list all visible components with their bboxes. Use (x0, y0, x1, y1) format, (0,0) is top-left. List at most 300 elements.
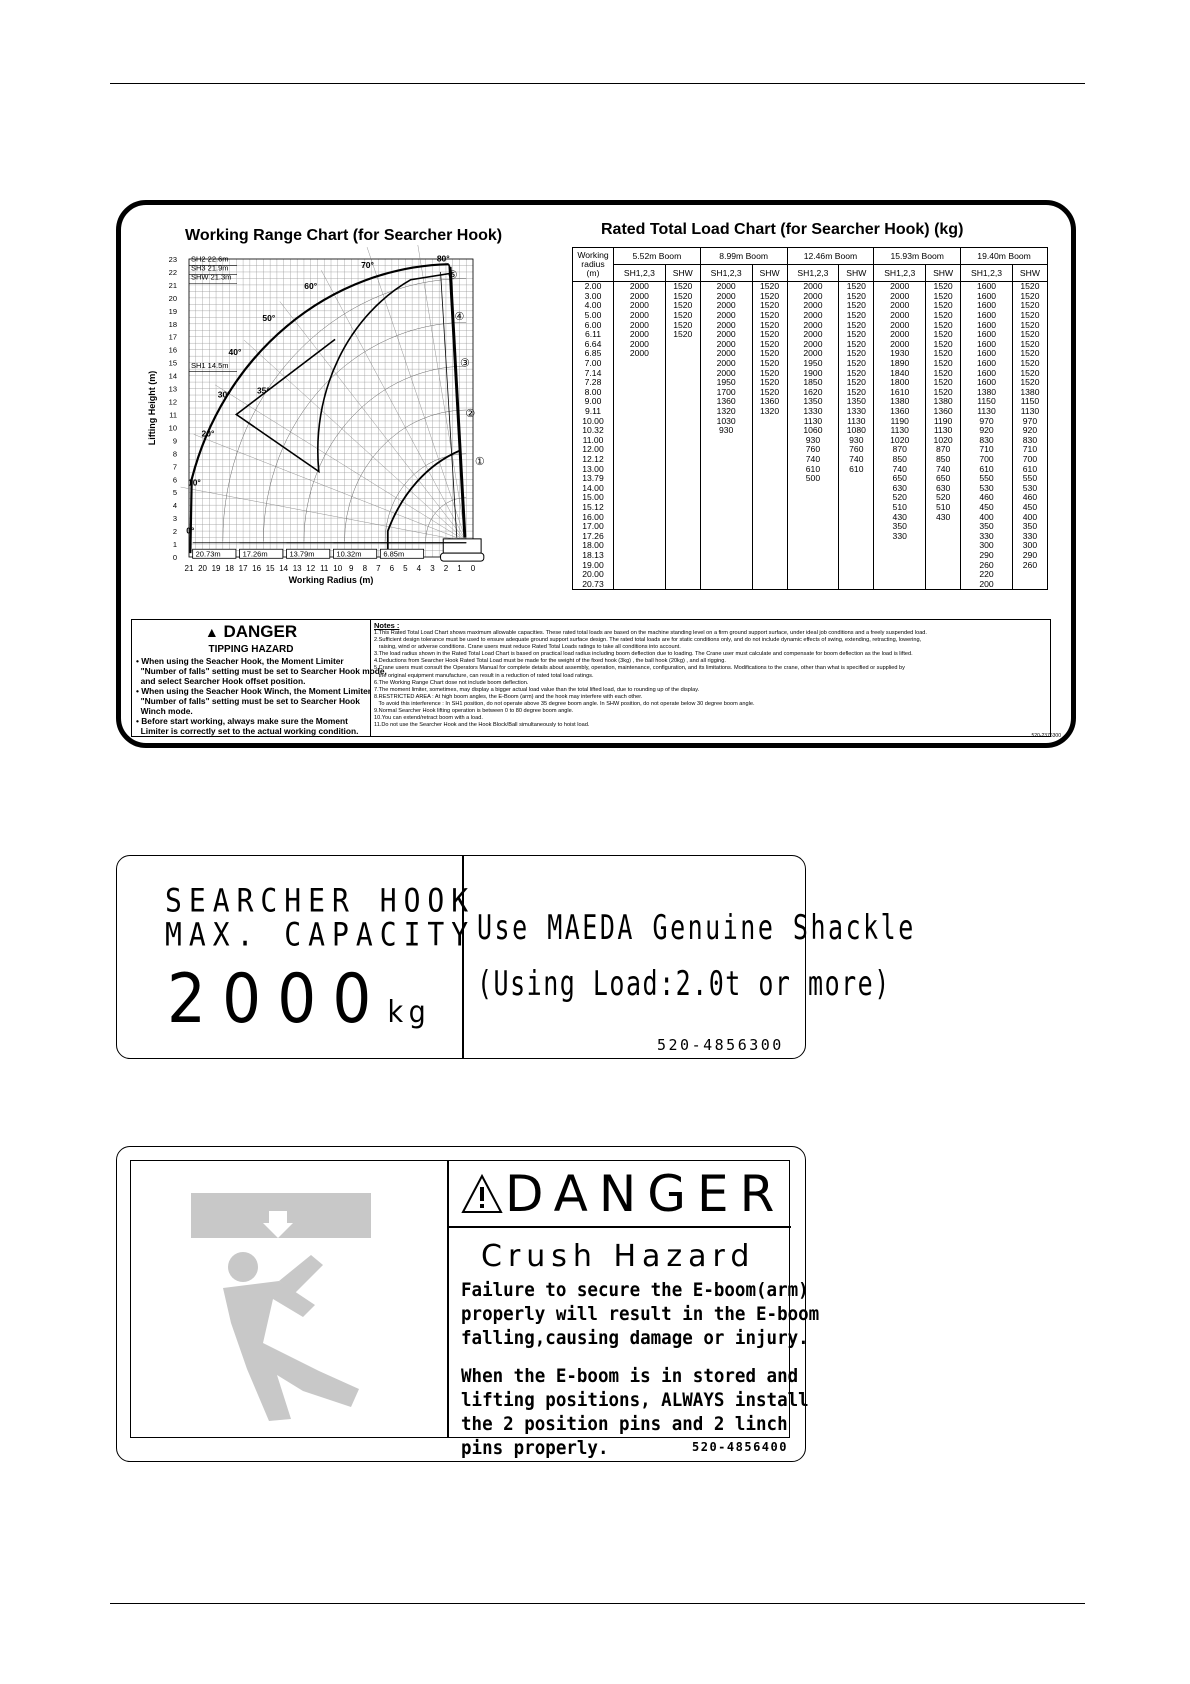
load-cell: 2000 (700, 330, 752, 340)
crush-line: When the E-boom is in stored and (461, 1366, 799, 1388)
load-cell (752, 570, 787, 580)
load-cell: 2000 (874, 292, 926, 302)
load-cell (1012, 579, 1047, 589)
load-cell (700, 493, 752, 503)
radius-cell: 17.26 (573, 531, 614, 541)
note-item: 11.Do not use the Searcher Hook and the Hook Block/Ball simultaneously to hoist load. (374, 722, 590, 729)
load-cell (665, 359, 700, 369)
note-item: 4.Deductions from Searcher Hook Rated Total Load must be made for the weight of the fixed hook (3kg) , the ball hook (20kg) , and all rigging. (374, 658, 726, 665)
radius-cell: 15.12 (573, 503, 614, 513)
y-tick-label: 7 (172, 462, 177, 472)
load-cell (665, 474, 700, 484)
load-cell: 450 (1012, 503, 1047, 513)
load-cell: 1600 (961, 301, 1013, 311)
load-cell: 1520 (752, 349, 787, 359)
load-cell (874, 570, 926, 580)
load-cell: 1330 (839, 407, 874, 417)
crush-hazard-title: Crush Hazard (481, 1239, 756, 1274)
load-cell: 1520 (926, 349, 961, 359)
note-item: 10.You can extend/retract boom with a load. (374, 715, 483, 722)
load-cell: 2000 (787, 349, 839, 359)
working-range-title: Working Range Chart (for Searcher Hook) (185, 227, 503, 244)
radius-cell: 18.00 (573, 541, 614, 551)
load-cell (926, 560, 961, 570)
load-cell: 260 (961, 560, 1013, 570)
load-row (573, 503, 1048, 513)
boom-header: 19.40m Boom (961, 248, 1048, 265)
y-axis-label: Lifting Height (m) (147, 370, 157, 446)
sub-header: SH1,2,3 (700, 265, 752, 282)
load-row (573, 522, 1048, 532)
boom-section-marker: ① (474, 456, 485, 469)
load-cell: 1520 (665, 311, 700, 321)
load-cell: 2000 (700, 320, 752, 330)
load-cell: 1520 (839, 388, 874, 398)
load-cell (614, 551, 666, 561)
load-cell (665, 493, 700, 503)
load-cell: 300 (1012, 541, 1047, 551)
load-cell: 700 (1012, 455, 1047, 465)
load-cell: 1890 (874, 359, 926, 369)
load-cell (700, 551, 752, 561)
capacity-value (167, 960, 431, 1039)
load-cell: 1520 (665, 320, 700, 330)
load-cell: 330 (961, 531, 1013, 541)
load-cell: 970 (961, 416, 1013, 426)
radius-label: 6.85m (383, 549, 405, 559)
load-cell: 2000 (700, 349, 752, 359)
load-cell: 1600 (961, 292, 1013, 302)
radius-label: 13.79m (289, 549, 315, 559)
x-tick-label: 8 (362, 564, 368, 573)
radius-cell: 14.00 (573, 483, 614, 493)
y-tick-label: 2 (172, 527, 177, 537)
crush-horizontal-divider (447, 1226, 791, 1228)
load-cell: 2000 (787, 301, 839, 311)
load-cell: 1950 (700, 378, 752, 388)
load-cell (926, 579, 961, 589)
load-cell (665, 570, 700, 580)
notes-list (374, 630, 1047, 729)
load-cell (614, 426, 666, 436)
crane-base (443, 539, 481, 553)
load-cell (787, 512, 839, 522)
crush-line: lifting positions, ALWAYS install (461, 1390, 809, 1412)
load-cell: 850 (926, 455, 961, 465)
load-cell (614, 359, 666, 369)
angle-label: 10° (187, 477, 201, 488)
load-cell: 1600 (961, 368, 1013, 378)
notes-panel (371, 619, 1051, 737)
load-cell (614, 493, 666, 503)
load-table-body (573, 282, 1048, 590)
load-cell: 870 (926, 445, 961, 455)
load-cell: 2000 (614, 320, 666, 330)
y-tick-label: 23 (168, 255, 177, 264)
load-cell: 1520 (752, 282, 787, 292)
x-tick-label: 11 (320, 564, 329, 573)
load-cell: 610 (787, 464, 839, 474)
load-cell: 1130 (961, 407, 1013, 417)
y-tick-label: 3 (172, 514, 177, 524)
load-cell: 740 (926, 464, 961, 474)
boom-section-marker: ② (465, 408, 476, 421)
load-cell (839, 522, 874, 532)
danger-item: "Number of falls" setting must be set to Searcher Hook mode, (136, 666, 387, 676)
load-cell (700, 541, 752, 551)
load-cell (839, 560, 874, 570)
load-cell (614, 436, 666, 446)
load-cell (614, 397, 666, 407)
load-cell (700, 512, 752, 522)
x-tick-label: 9 (349, 564, 354, 573)
load-cell: 1330 (787, 407, 839, 417)
load-cell (614, 388, 666, 398)
radius-cell: 13.79 (573, 474, 614, 484)
top-rule (110, 83, 1085, 84)
load-cell: 2000 (874, 340, 926, 350)
load-cell (874, 541, 926, 551)
crush-pictogram-icon (191, 1193, 391, 1423)
load-cell (614, 503, 666, 513)
load-cell: 700 (961, 455, 1013, 465)
x-tick-label: 3 (430, 564, 435, 573)
note-item: 8.RESTRICTED AREA : At high boom angles, the E-Boom (arm) and the hook may interfere with each other. (374, 693, 643, 700)
load-cell: 400 (1012, 512, 1047, 522)
searcher-hook-capacity-label (116, 855, 916, 1059)
radius-cell: 2.00 (573, 282, 614, 292)
load-cell: 930 (700, 426, 752, 436)
load-cell: 1600 (961, 359, 1013, 369)
y-tick-label: 19 (168, 306, 177, 316)
searcher-hook-text: SEARCHER HOOK (165, 881, 476, 920)
y-tick-label: 11 (169, 410, 177, 420)
load-cell: 1150 (961, 397, 1013, 407)
crane-track (441, 553, 484, 561)
bottom-rule (110, 1603, 1085, 1604)
load-cell: 2000 (700, 368, 752, 378)
angle-ray (194, 434, 467, 541)
load-cell: 1520 (926, 320, 961, 330)
max-capacity-text: MAX. CAPACITY (165, 915, 476, 954)
radius-label: 17.26m (242, 549, 268, 559)
load-cell: 1320 (752, 407, 787, 417)
load-cell: 1520 (839, 368, 874, 378)
load-row (573, 474, 1048, 484)
x-tick-label: 13 (292, 564, 302, 573)
load-cell: 1900 (787, 368, 839, 378)
load-cell: 2000 (700, 301, 752, 311)
note-item: 6.The Working Range Chart dose not include boom deflection. (374, 679, 529, 686)
radius-cell: 7.14 (573, 368, 614, 378)
radius-cell: 9.00 (573, 397, 614, 407)
load-cell (752, 464, 787, 474)
radius-header: Working radius (m) (573, 248, 614, 282)
load-cell: 1600 (961, 330, 1013, 340)
boom-section-marker: ④ (454, 310, 465, 323)
load-cell (700, 445, 752, 455)
y-tick-label: 15 (168, 358, 177, 368)
angle-label: 30° (217, 389, 231, 400)
angle-ray (280, 302, 466, 542)
load-cell (665, 436, 700, 446)
y-tick-label: 10 (168, 423, 177, 433)
load-cell: 1030 (700, 416, 752, 426)
load-cell (839, 503, 874, 513)
angle-label: 80° (436, 253, 450, 264)
load-cell: 1520 (1012, 301, 1047, 311)
load-cell (926, 570, 961, 580)
load-cell (700, 560, 752, 570)
danger-item: Limiter is correctly set to the actual working condition. (136, 726, 359, 736)
load-cell: 1520 (752, 340, 787, 350)
load-cell (614, 455, 666, 465)
load-cell (752, 551, 787, 561)
load-cell: 2000 (700, 282, 752, 292)
load-cell: 1190 (874, 416, 926, 426)
load-cell: 1840 (874, 368, 926, 378)
load-cell: 1520 (926, 301, 961, 311)
x-tick-label: 10 (333, 564, 343, 573)
load-row (573, 531, 1048, 541)
boom-section-marker: ⑤ (447, 269, 458, 282)
y-tick-label: 16 (168, 345, 177, 355)
load-cell (665, 397, 700, 407)
load-cell (839, 551, 874, 561)
radius-cell: 10.00 (573, 416, 614, 426)
load-cell (665, 560, 700, 570)
note-item: 1.This Rated Total Load Chart shows maximum allowable capacities. These rated total loads are based on the machine standing level on a firm ground support surface, under ideal job conditions and a freely suspended load. (374, 630, 927, 636)
load-cell (839, 493, 874, 503)
load-cell: 920 (1012, 426, 1047, 436)
crush-danger-text: DANGER (505, 1165, 786, 1223)
load-cell: 290 (1012, 551, 1047, 561)
danger-item: • When using the Seacher Hook Winch, the Moment Limiter (136, 686, 372, 696)
load-cell (614, 407, 666, 417)
load-cell: 530 (1012, 483, 1047, 493)
load-cell (839, 541, 874, 551)
load-cell: 1360 (926, 407, 961, 417)
load-cell: 1600 (961, 378, 1013, 388)
load-cell: 550 (1012, 474, 1047, 484)
load-cell: 830 (1012, 436, 1047, 446)
load-cell (665, 579, 700, 589)
load-cell: 350 (1012, 522, 1047, 532)
sub-header: SHW (839, 265, 874, 282)
load-cell: 1600 (961, 320, 1013, 330)
angle-label: 60° (304, 280, 318, 291)
load-cell (752, 455, 787, 465)
load-cell: 510 (926, 503, 961, 513)
load-cell (700, 474, 752, 484)
y-tick-label: 20 (168, 293, 177, 303)
crush-danger-heading (461, 1165, 785, 1223)
load-cell (614, 541, 666, 551)
warning-triangle-icon (461, 1173, 503, 1215)
load-cell: 1360 (700, 397, 752, 407)
load-cell (614, 464, 666, 474)
x-tick-label: 2 (443, 564, 449, 573)
load-cell: 1600 (961, 349, 1013, 359)
note-item: 9.Normal Searcher Hook lifting operation is between 0 to 80 degree boom angle. (374, 708, 574, 715)
load-row (573, 560, 1048, 570)
load-cell: 1520 (752, 330, 787, 340)
load-cell (614, 445, 666, 455)
load-cell (926, 531, 961, 541)
load-cell: 1380 (926, 397, 961, 407)
sub-header: SH1,2,3 (961, 265, 1013, 282)
load-row (573, 311, 1048, 321)
load-cell: 1520 (1012, 311, 1047, 321)
load-cell (839, 579, 874, 589)
load-cell (839, 570, 874, 580)
radius-cell: 4.00 (573, 301, 614, 311)
height-label: SH3 21.9m (191, 263, 229, 273)
crush-hazard-label (116, 1146, 820, 1462)
x-tick-label: 19 (211, 564, 221, 573)
radius-cell: 5.00 (573, 311, 614, 321)
load-cell (665, 416, 700, 426)
angle-label: 40° (228, 346, 242, 357)
sub-header: SHW (926, 265, 961, 282)
load-cell: 1520 (1012, 292, 1047, 302)
load-cell: 870 (874, 445, 926, 455)
y-tick-label: 4 (172, 501, 177, 511)
note-item: 3.The load radius shown in the Rated Total Load Chart is based on practical load radius including boom deflection due to loading. The Crane user must calculate and compensate for boom deflection as the load is lifted. (374, 651, 913, 658)
load-cell (665, 483, 700, 493)
load-cell: 1600 (961, 340, 1013, 350)
load-cell: 1520 (1012, 378, 1047, 388)
y-tick-label: 21 (168, 280, 177, 290)
load-cell (752, 493, 787, 503)
angle-ray (244, 340, 466, 541)
load-row (573, 551, 1048, 561)
x-tick-label: 7 (376, 564, 381, 573)
load-cell (752, 426, 787, 436)
y-tick-label: 0 (172, 553, 177, 562)
load-cell: 1520 (1012, 282, 1047, 292)
note-item: 5.Crane users must consult the Operators Manual for complete details about assembly, operation, maintenance, configuration, and its limitations. Modifications to the crane, other than what is specified or supplied by (374, 665, 905, 672)
radius-cell: 6.85 (573, 349, 614, 359)
load-cell (665, 541, 700, 551)
load-cell: 1520 (926, 282, 961, 292)
load-cell: 1520 (839, 320, 874, 330)
boom-line (447, 267, 465, 538)
load-cell: 1060 (787, 426, 839, 436)
load-cell: 1520 (752, 301, 787, 311)
load-row (573, 541, 1048, 551)
load-cell: 1520 (752, 368, 787, 378)
load-cell: 850 (874, 455, 926, 465)
x-tick-label: 14 (279, 564, 289, 573)
radius-cell: 10.32 (573, 426, 614, 436)
load-cell (752, 503, 787, 513)
load-cell (614, 378, 666, 388)
y-tick-label: 17 (168, 332, 177, 342)
load-cell (874, 560, 926, 570)
height-label: SH2 22.6m (191, 254, 229, 264)
load-cell (614, 579, 666, 589)
load-cell: 1150 (1012, 397, 1047, 407)
tipping-hazard-title: TIPPING HAZARD (208, 644, 294, 655)
radius-cell: 9.11 (573, 407, 614, 417)
load-cell: 1520 (839, 292, 874, 302)
danger-item: Winch mode. (136, 706, 193, 716)
load-cell: 430 (926, 512, 961, 522)
x-tick-label: 1 (457, 564, 462, 573)
radius-cell: 6.64 (573, 340, 614, 350)
load-cell (665, 368, 700, 378)
radius-cell: 12.00 (573, 445, 614, 455)
load-cell: 1520 (1012, 359, 1047, 369)
load-cell: 330 (1012, 531, 1047, 541)
load-cell: 2000 (874, 311, 926, 321)
load-cell: 1850 (787, 378, 839, 388)
angle-label: 0° (186, 525, 195, 536)
searcher-part-number: 520-4856300 (657, 1036, 784, 1054)
crush-vertical-divider (447, 1161, 449, 1437)
load-cell (787, 579, 839, 589)
load-cell: 650 (926, 474, 961, 484)
load-cell: 2000 (700, 359, 752, 369)
load-cell: 630 (926, 483, 961, 493)
load-cell: 2000 (614, 340, 666, 350)
load-cell: 760 (839, 445, 874, 455)
load-row (573, 570, 1048, 580)
load-cell: 1520 (752, 388, 787, 398)
load-cell (665, 445, 700, 455)
load-cell (787, 483, 839, 493)
load-cell (665, 503, 700, 513)
load-cell: 1520 (926, 388, 961, 398)
sub-header: SHW (665, 265, 700, 282)
load-cell (614, 416, 666, 426)
danger-item: • When using the Seacher Hook, the Moment Limiter (136, 656, 344, 666)
sub-header: SHW (752, 265, 787, 282)
load-cell (752, 416, 787, 426)
x-tick-label: 12 (306, 564, 316, 573)
load-cell: 520 (926, 493, 961, 503)
danger-heading (132, 622, 370, 642)
load-cell (874, 579, 926, 589)
radius-cell: 13.00 (573, 464, 614, 474)
load-cell (614, 512, 666, 522)
load-cell (752, 483, 787, 493)
load-cell: 1620 (787, 388, 839, 398)
load-cell: 1020 (926, 436, 961, 446)
x-tick-label: 17 (238, 564, 248, 573)
load-cell: 2000 (874, 330, 926, 340)
load-cell: 1610 (874, 388, 926, 398)
load-cell: 920 (961, 426, 1013, 436)
load-cell: 1700 (700, 388, 752, 398)
crush-line: falling,causing damage or injury. (461, 1328, 809, 1350)
load-cell: 1520 (1012, 340, 1047, 350)
load-cell: 2000 (874, 320, 926, 330)
load-cell: 1130 (926, 426, 961, 436)
load-cell: 830 (961, 436, 1013, 446)
radius-cell: 20.73 (573, 579, 614, 589)
load-cell: 710 (1012, 445, 1047, 455)
load-cell: 1130 (787, 416, 839, 426)
load-cell (839, 531, 874, 541)
load-cell (665, 551, 700, 561)
load-cell: 1080 (839, 426, 874, 436)
y-tick-label: 12 (168, 397, 177, 407)
angle-label: 35° (256, 385, 270, 396)
notes-title: Notes : (374, 621, 400, 630)
shackle-line-1: Use MAEDA Genuine Shackle (477, 908, 916, 948)
